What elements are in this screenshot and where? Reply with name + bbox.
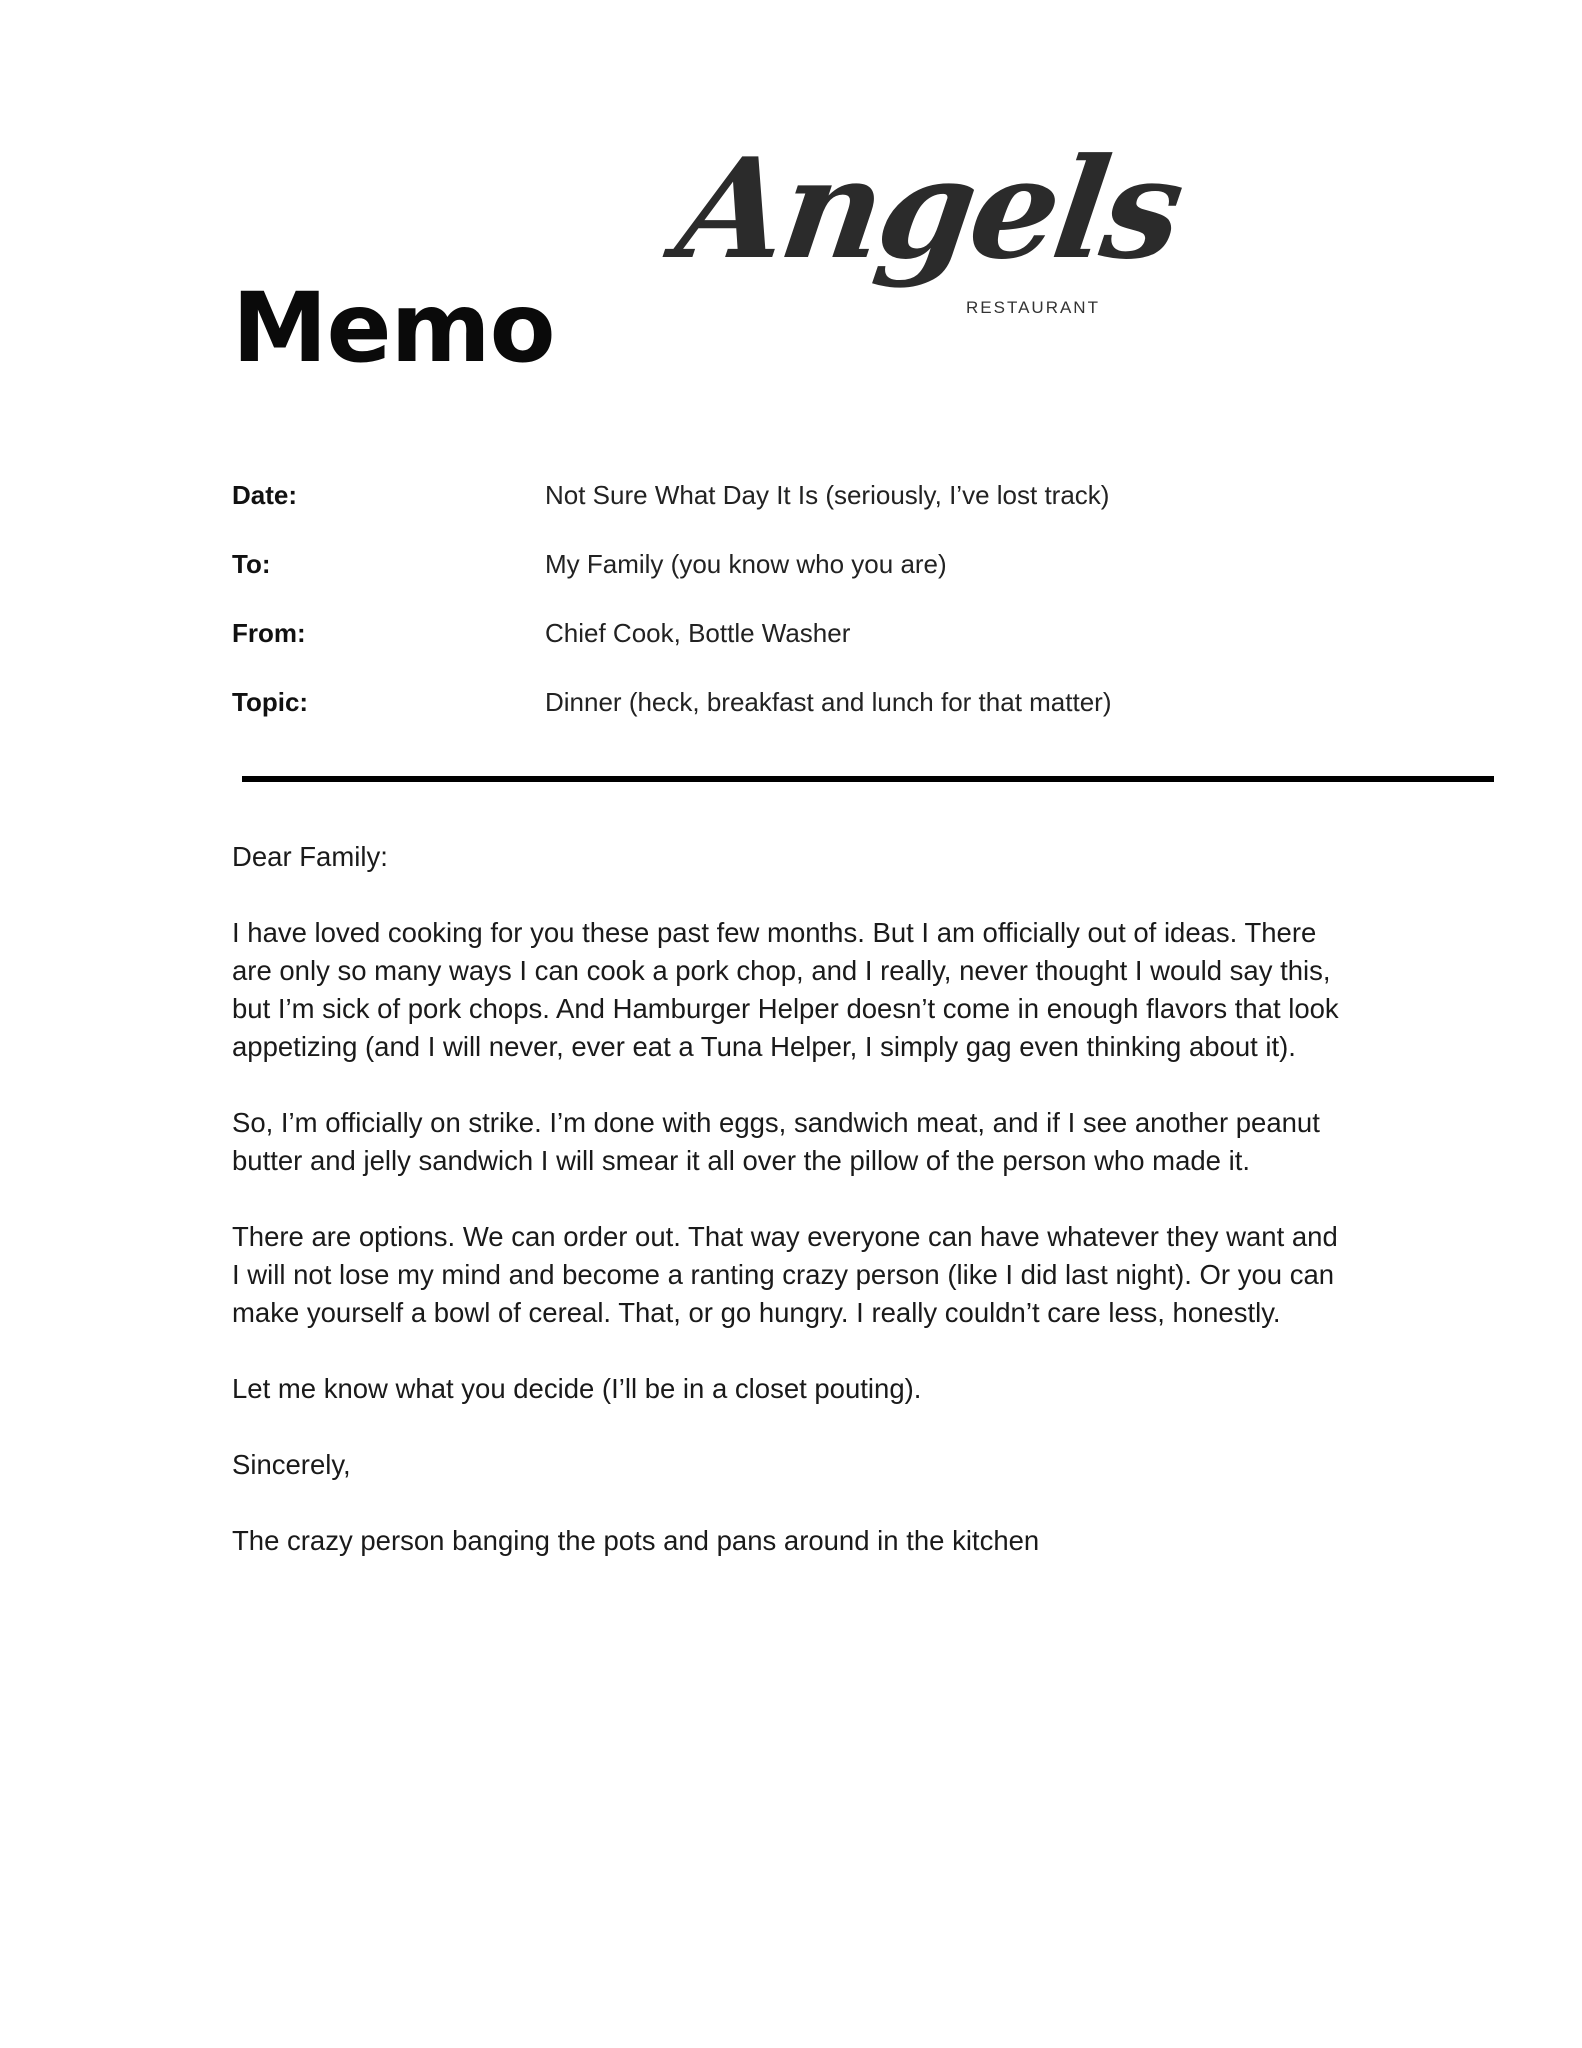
- memo-body: [232, 838, 1352, 1598]
- meta-label-date: Date:: [232, 480, 298, 510]
- meta-label-to: To:: [232, 549, 271, 579]
- meta-value-to: My Family (you know who you are): [545, 549, 947, 579]
- meta-value-date: Not Sure What Day It Is (seriously, I’ve lost track): [545, 480, 1110, 510]
- meta-row-date: [232, 480, 1232, 549]
- angels-restaurant-logo: [668, 127, 1190, 340]
- logo-script-text: Angels: [668, 127, 1190, 290]
- closing: Sincerely,: [232, 1449, 351, 1480]
- memo-title: Memo: [232, 272, 555, 384]
- body-paragraph: So, I’m officially on strike. I’m done with eggs, sandwich meat, and if I see another peanut butter and jelly sandwich I will smear it all over the pillow of the person who made it.: [232, 1107, 1320, 1176]
- signature: The crazy person banging the pots and pans around in the kitchen: [232, 1525, 1040, 1556]
- meta-row-to: [232, 549, 1232, 618]
- memo-header-fields: [232, 480, 1232, 756]
- meta-row-from: [232, 618, 1232, 687]
- body-paragraph: Let me know what you decide (I’ll be in a closet pouting).: [232, 1373, 922, 1404]
- meta-value-topic: Dinner (heck, breakfast and lunch for that matter): [545, 687, 1112, 717]
- meta-row-topic: [232, 687, 1232, 756]
- body-paragraph: There are options. We can order out. That way everyone can have whatever they want and I will not lose my mind and become a ranting crazy person (like I did last night). Or you can make yourself a bowl of cereal. That, or go hungry. I really couldn’t care less, honestly.: [232, 1221, 1338, 1328]
- meta-label-topic: Topic:: [232, 687, 309, 717]
- meta-label-from: From:: [232, 618, 306, 648]
- logo-subtitle: RESTAURANT: [966, 298, 1100, 317]
- meta-value-from: Chief Cook, Bottle Washer: [545, 618, 851, 648]
- salutation: Dear Family:: [232, 841, 388, 872]
- header-divider: [242, 776, 1494, 782]
- body-paragraph: I have loved cooking for you these past few months. But I am officially out of ideas. There are only so many ways I can cook a pork chop, and I really, never thought I would say this, but I’m sick of pork chops. And Hamburger Helper doesn’t come in enough flavors that look appetizing (and I will never, ever eat a Tuna Helper, I simply gag even thinking about it).: [232, 917, 1339, 1062]
